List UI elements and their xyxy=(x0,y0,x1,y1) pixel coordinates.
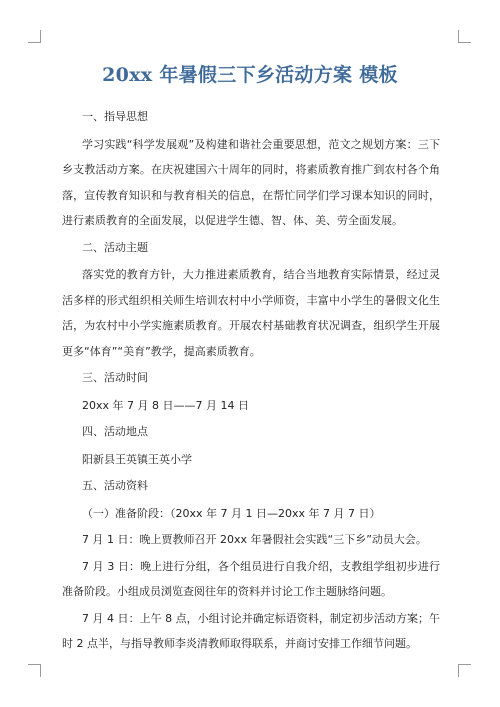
paragraph: 落实党的教育方针，大力推进素质教育，结合当地教育实际情景，经过灵活多样的形式组织相关师生培训农村中小学师资，丰富中小学生的暑假文化生活，为农村中小学实施素质教育。开展农村基础教育状况调查，组织学生开展更多“体育”“美育”教学，提高素质教育。 xyxy=(62,268,440,358)
crop-mark-bottom-left xyxy=(28,664,41,677)
section-heading: 三、活动时间 xyxy=(82,371,148,384)
crop-mark-top-left xyxy=(28,30,41,43)
paragraph: 7 月 4 日：上午 8 点，小组讨论并确定标语资料，制定初步活动方案；午时 2 点半，与指导教师李炎清教师取得联系，并商讨安排工作细节问题。 xyxy=(62,611,440,650)
paragraph: 7 月 1 日：晚上贾教师召开 20xx 年暑假社会实践“三下乡”动员大会。 xyxy=(82,533,427,546)
document-title: 20xx 年暑假三下乡活动方案 模板 xyxy=(102,64,398,86)
section-heading: 四、活动地点 xyxy=(82,425,148,438)
paragraph: 阳新县王英镇王英小学 xyxy=(82,452,192,466)
crop-mark-bottom-right xyxy=(458,664,471,677)
section-activity-theme xyxy=(62,235,440,365)
section-heading: 五、活动资料 xyxy=(82,479,148,492)
paragraph: （一）准备阶段：（20xx 年 7 月 1 日—20xx 年 7 月 7 日） xyxy=(82,506,381,520)
document-body xyxy=(62,104,440,658)
section-activity-location xyxy=(62,419,440,472)
section-heading: 一、指导思想 xyxy=(82,110,148,123)
paragraph: 7 月 3 日：晚上进行分组，各个组员进行自我介绍，支教组学组初步进行准备阶段。小组成员浏览查阅往年的资料并讨论工作主题脉络问题。 xyxy=(62,559,440,598)
paragraph: 学习实践“科学发展观”及构建和谐社会重要思想，范文之规划方案：三下乡支教活动方案。在庆祝建国六十周年的同时，将素质教育推广到农村各个角落，宣传教育知识和与教育相关的信息，在帮忙同学们学习课本知识的同时，进行素质教育的全面发展，以促进学生德、智、体、美、劳全面发展。 xyxy=(62,137,440,227)
paragraph: 20xx 年 7 月 8 日——7 月 14 日 xyxy=(82,398,249,412)
section-guiding-ideology xyxy=(62,104,440,234)
section-heading: 二、活动主题 xyxy=(82,240,148,254)
crop-mark-top-right xyxy=(458,30,471,43)
section-activity-materials xyxy=(62,473,440,657)
section-activity-time xyxy=(62,365,440,418)
